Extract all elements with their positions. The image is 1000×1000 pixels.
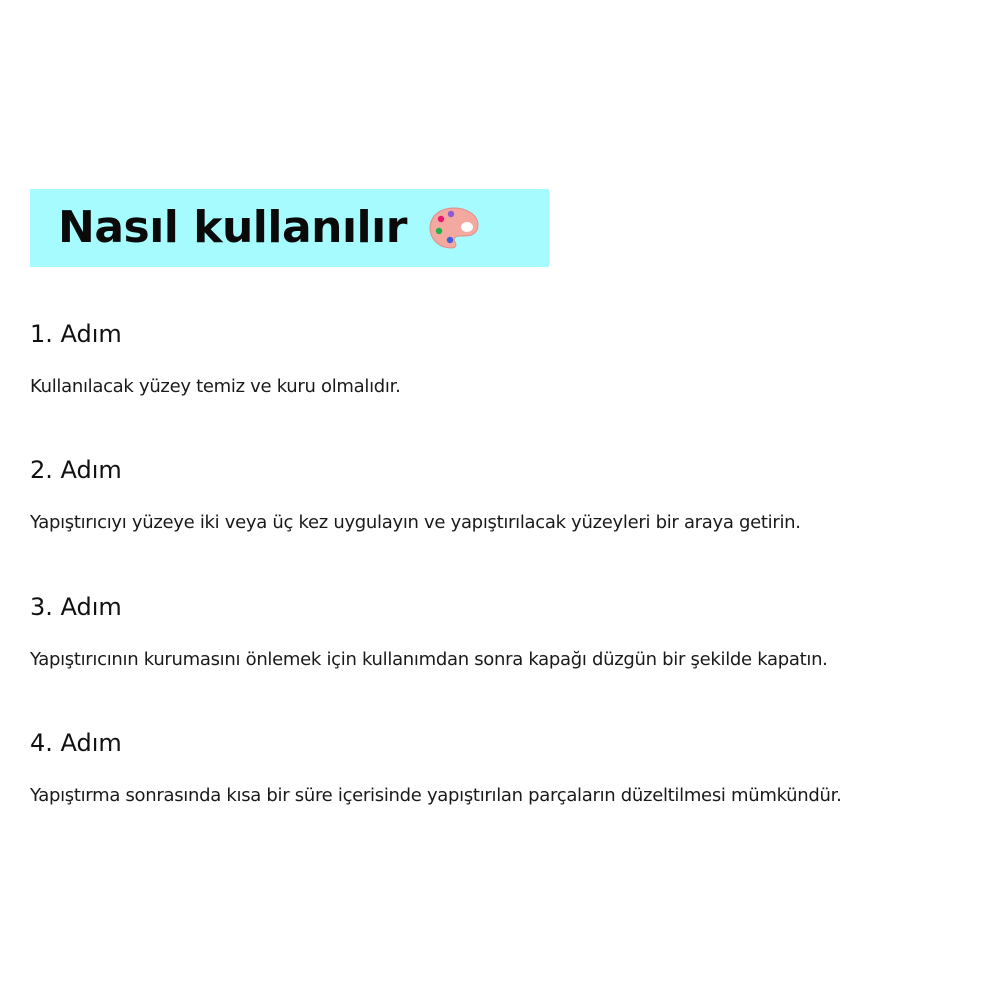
step-text: Yapıştırıcıyı yüzeye iki veya üç kez uygulayın ve yapıştırılacak yüzeyleri bir araya getirin. bbox=[30, 512, 801, 533]
step-heading: 3. Adım bbox=[30, 593, 122, 621]
step-text: Kullanılacak yüzey temiz ve kuru olmalıdır. bbox=[30, 376, 401, 397]
step-1 bbox=[30, 320, 980, 397]
step-heading: 1. Adım bbox=[30, 320, 122, 348]
step-2 bbox=[30, 456, 980, 533]
step-text: Yapıştırma sonrasında kısa bir süre içerisinde yapıştırılan parçaların düzeltilmesi mümkündür. bbox=[30, 785, 842, 806]
step-heading: 4. Adım bbox=[30, 729, 122, 757]
step-3 bbox=[30, 593, 980, 670]
step-4 bbox=[30, 729, 980, 806]
title-banner bbox=[30, 189, 549, 267]
step-text: Yapıştırıcının kurumasını önlemek için kullanımdan sonra kapağı düzgün bir şekilde kapatın. bbox=[30, 649, 828, 670]
palette-icon bbox=[427, 205, 481, 251]
page-title: Nasıl kullanılır bbox=[58, 202, 407, 253]
step-heading: 2. Adım bbox=[30, 456, 122, 484]
